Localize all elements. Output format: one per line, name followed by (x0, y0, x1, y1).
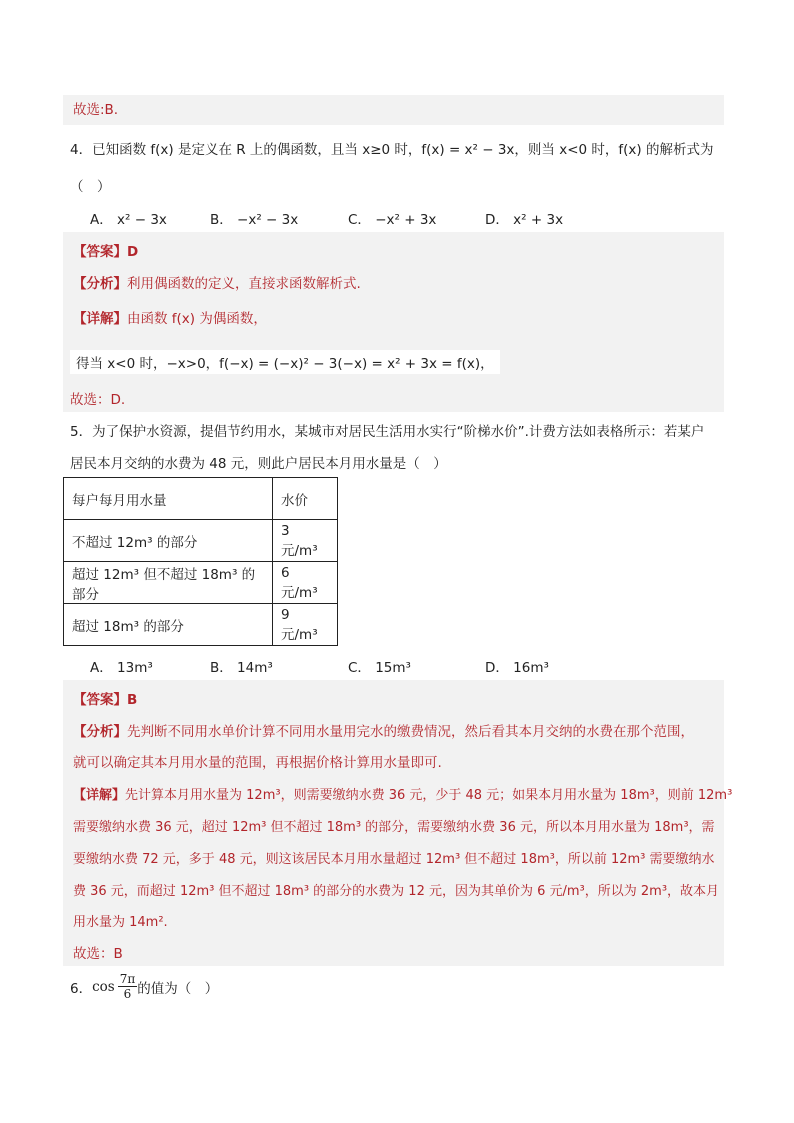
water-price-table (63, 477, 338, 646)
q5-answer-tag: 【答案】 (73, 692, 127, 708)
q5-detail-line2: 需要缴纳水费 36 元，超过 12m³ 但不超过 18m³ 的部分，需要缴纳水费 36 元，所以本月用水量为 18m³，需 (73, 820, 715, 835)
q5-option-c: C． 15m³ (348, 660, 411, 676)
q5-detail-tag: 【详解】 (73, 788, 126, 803)
q4-detail-text: 由函数 f(x) 为偶函数， (127, 311, 267, 327)
table-cell-usage: 不超过 12m³ 的部分 (64, 520, 273, 562)
q4-stem-line1: 4．已知函数 f(x) 是定义在 R 上的偶函数，且当 x≥0 时，f(x) = x² − 3x，则当 x<0 时，f(x) 的解析式为 (70, 142, 714, 158)
q4-analysis-tag: 【分析】 (73, 276, 127, 292)
table-cell-usage: 超过 12m³ 但不超过 18m³ 的部分 (64, 562, 273, 604)
q4-option-d: D． x² + 3x (485, 212, 564, 228)
q6-fraction (118, 972, 138, 1001)
q5-option-b: B． 14m³ (210, 660, 273, 676)
q5-stem-line2: 居民本月交纳的水费为 48 元，则此户居民本月用水量是（ ） (70, 456, 447, 472)
q4-option-a: A． x² − 3x (90, 212, 167, 228)
q4-answer-value: D (127, 244, 139, 260)
q5-option-a: A． 13m³ (90, 660, 153, 676)
q5-solution-block (63, 680, 733, 966)
table-header-row (64, 478, 338, 520)
q4-analysis-text: 利用偶函数的定义，直接求函数解析式. (127, 276, 361, 292)
q5-analysis-line2: 就可以确定其本月用水量的范围，再根据价格计算用水量即可. (73, 755, 442, 771)
q4-solution-block (63, 232, 724, 412)
q6-stem (70, 972, 218, 1001)
q5-analysis-line1: 先判断不同用水单价计算不同用水量用完水的缴费情况，然后看其本月交纳的水费在那个范围， (127, 724, 694, 740)
q5-analysis (73, 720, 694, 740)
q6-denominator: 6 (123, 987, 132, 1001)
table-header-usage: 每户每月用水量 (64, 478, 273, 520)
q6-prefix: 6． (70, 980, 93, 997)
q4-analysis (73, 272, 361, 292)
q5-answer-value: B (127, 692, 138, 708)
q4-answer-tag: 【答案】 (73, 244, 127, 260)
q5-analysis-tag: 【分析】 (73, 724, 127, 740)
prev-choose: 故选:B. (73, 102, 119, 118)
q5-option-d: D． 16m³ (485, 660, 549, 676)
q4-option-b: B． −x² − 3x (210, 212, 299, 228)
table-cell-usage: 超过 18m³ 的部分 (64, 604, 273, 646)
q5-detail (73, 784, 732, 803)
q4-choose: 故选：D. (70, 392, 126, 408)
table-cell-price: 3 元/m³ (273, 520, 338, 562)
q6-cos: cos (92, 978, 115, 995)
q5-answer (73, 688, 137, 708)
q5-detail-line5: 用水量为 14m². (73, 915, 168, 930)
table-row (64, 520, 338, 562)
q5-detail-line1: 先计算本月用水量为 12m³，则需要缴纳水费 36 元，少于 48 元；如果本月用水量为 18m³，则前 12m³ (125, 788, 733, 803)
table-header-price: 水价 (273, 478, 338, 520)
q4-stem-line2: （ ） (70, 179, 111, 195)
q5-detail-line4: 费 36 元，而超过 12m³ 但不超过 18m³ 的部分的水费为 12 元，因为其单价为 6 元/m³，所以为 2m³，故本月 (73, 884, 720, 899)
q4-detail-tag: 【详解】 (73, 311, 127, 327)
prev-choose-block (63, 95, 724, 125)
q5-detail-line3: 要缴纳水费 72 元，多于 48 元，则这该居民本月用水量超过 12m³ 但不超过 18m³，所以前 12m³ 需要缴纳水 (73, 852, 715, 867)
q6-numerator: 7π (119, 972, 136, 986)
q4-detail (73, 307, 267, 327)
q4-detail-line2: 得当 x<0 时，−x>0，f(−x) = (−x)² − 3(−x) = x² + 3x = f(x)， (70, 350, 500, 374)
q6-suffix: 的值为（ ） (137, 980, 219, 997)
q4-answer (73, 240, 138, 260)
q5-choose: 故选：B (73, 946, 123, 962)
table-cell-price: 6 元/m³ (273, 562, 338, 604)
q5-stem-line1: 5．为了保护水资源，提倡节约用水，某城市对居民生活用水实行“阶梯水价”.计费方法如表格所示：若某户 (70, 424, 705, 440)
table-row (64, 562, 338, 604)
table-row (64, 604, 338, 646)
q4-option-c: C． −x² + 3x (348, 212, 437, 228)
table-cell-price: 9 元/m³ (273, 604, 338, 646)
